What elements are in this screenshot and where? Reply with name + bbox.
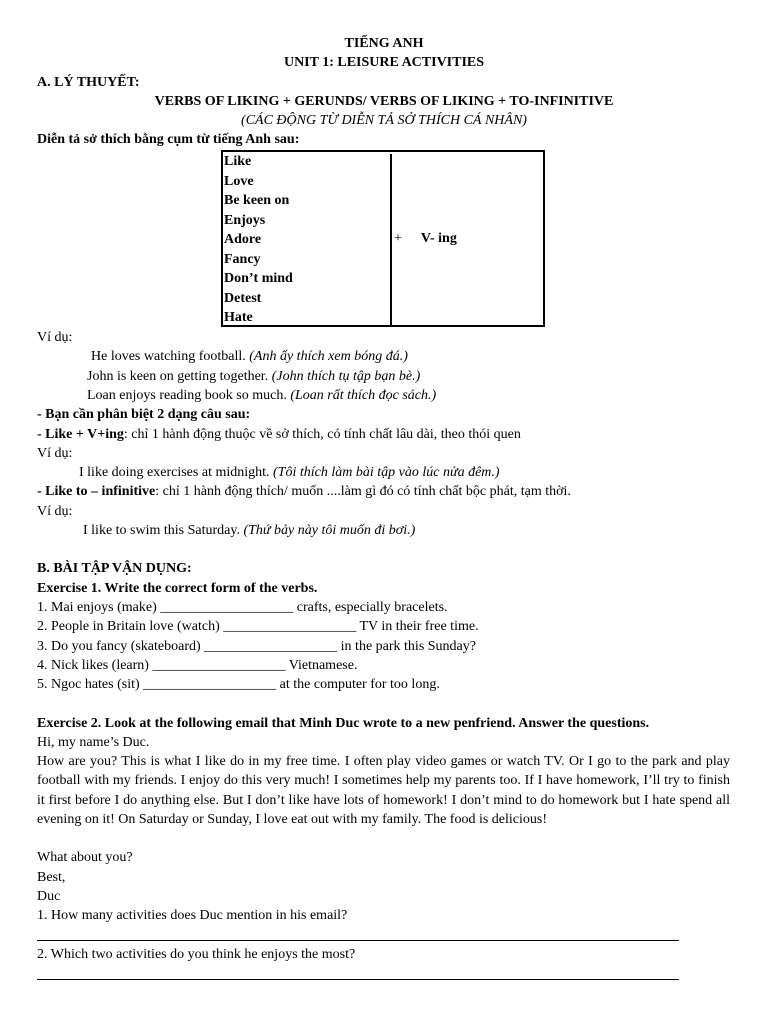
- email-sign-off: Best,: [37, 870, 66, 885]
- email-body: How are you? This is what I like do in my free time. I often play video games or watch TV. Or I go to the park and play football with my friends. I enjoy do this very much! I sometimes help my parents too. If I have homework, I’ll try to finish it first before I do anything else. But I don’t like have lots of homework! I don’t mind to do homework but I hate spend all evening on it! On Saturday or Sunday, I love eat out with my family. The food is delicious!: [37, 754, 730, 827]
- exercise2-title: Exercise 2. Look at the following email that Minh Duc wrote to a new penfriend. Answer the questions.: [37, 716, 650, 731]
- topic-subtitle: (CÁC ĐỘNG TỪ DIỄN TẢ SỞ THÍCH CÁ NHÂN): [241, 113, 527, 128]
- rule-like-to-infinitive: [37, 482, 571, 501]
- example-label: Ví dụ:: [37, 330, 73, 345]
- verb-item: Adore: [224, 232, 262, 247]
- example-english: I like to swim this Saturday.: [83, 523, 240, 538]
- email-signature: Duc: [37, 889, 61, 904]
- theory-heading: A. LÝ THUYẾT:: [37, 75, 140, 90]
- exercise2-question: 2. Which two activities do you think he enjoys the most?: [37, 947, 356, 962]
- rule-like-ving: [37, 425, 521, 444]
- verb-item: Like: [224, 154, 252, 169]
- example-english: I like doing exercises at midnight.: [79, 465, 270, 480]
- example-sentence: [87, 367, 420, 386]
- exercise1-title: Exercise 1. Write the correct form of the verbs.: [37, 581, 318, 596]
- exercise1-item: 1. Mai enjoys (make) ___________________ crafts, especially bracelets.: [37, 600, 448, 615]
- verb-item: Hate: [224, 310, 253, 325]
- table-divider: [390, 154, 392, 326]
- rule-term: - Like + V+ing: [37, 427, 124, 442]
- exercise1-item: 4. Nick likes (learn) ___________________ Vietnamese.: [37, 658, 358, 673]
- example-translation: (Anh ấy thích xem bóng đá.): [249, 349, 408, 364]
- verb-item: Fancy: [224, 251, 261, 267]
- verb-form: [394, 229, 457, 248]
- subject-title: TIẾNG ANH: [344, 36, 424, 51]
- email-greeting: Hi, my name’s Duc.: [37, 735, 150, 750]
- verb-list: [224, 152, 293, 328]
- exercise1-item: 3. Do you fancy (skateboard) ___________________ in the park this Sunday?: [37, 639, 476, 654]
- plus-sign: +: [394, 231, 402, 246]
- topic-title: VERBS OF LIKING + GERUNDS/ VERBS OF LIKING + TO-INFINITIVE: [154, 94, 614, 109]
- example-label: Ví dụ:: [37, 446, 73, 461]
- ving-form: V- ing: [420, 231, 457, 246]
- example-translation: (John thích tụ tập bạn bè.): [271, 369, 421, 384]
- example-translation: (Loan rất thích đọc sách.): [290, 388, 437, 403]
- verbs-of-liking-table: [221, 150, 545, 327]
- distinguish-note: - Bạn cần phân biệt 2 dạng câu sau:: [37, 407, 251, 422]
- verb-item: Detest: [224, 290, 262, 306]
- table-intro: Diễn tả sở thích bằng cụm từ tiếng Anh sau:: [37, 132, 300, 147]
- answer-line[interactable]: [37, 940, 679, 941]
- example-translation: (Tôi thích làm bài tập vào lúc nửa đêm.): [273, 465, 500, 480]
- email-question: What about you?: [37, 850, 133, 865]
- example-translation: (Thứ bảy này tôi muốn đi bơi.): [243, 523, 416, 538]
- example-label: Ví dụ:: [37, 504, 73, 519]
- unit-title: UNIT 1: LEISURE ACTIVITIES: [283, 55, 485, 70]
- exercise1-item: 2. People in Britain love (watch) ___________________ TV in their free time.: [37, 619, 479, 634]
- rule-example: [79, 463, 500, 482]
- rule-description: : chỉ 1 hành động thuộc về sở thích, có tính chất lâu dài, theo thói quen: [123, 427, 521, 442]
- exercise2-question: 1. How many activities does Duc mention in his email?: [37, 908, 348, 923]
- verb-item: Enjoys: [224, 212, 266, 228]
- answer-line[interactable]: [37, 979, 679, 980]
- example-english: Loan enjoys reading book so much.: [87, 388, 287, 403]
- rule-term: - Like to – infinitive: [37, 484, 156, 499]
- practice-heading: B. BÀI TẬP VẬN DỤNG:: [37, 561, 192, 576]
- verb-item: Be keen on: [224, 193, 290, 208]
- verb-item: Love: [224, 173, 254, 189]
- example-english: John is keen on getting together.: [87, 369, 269, 384]
- rule-example: [83, 521, 415, 540]
- verb-item: Don’t mind: [224, 271, 293, 286]
- rule-description: : chỉ 1 hành động thích/ muốn ....làm gì đó có tính chất bộc phát, tạm thời.: [155, 484, 571, 499]
- example-sentence: [87, 386, 436, 405]
- example-english: He loves watching football.: [91, 349, 246, 364]
- example-sentence: [91, 347, 408, 366]
- exercise1-item: 5. Ngoc hates (sit) ___________________ at the computer for too long.: [37, 677, 440, 692]
